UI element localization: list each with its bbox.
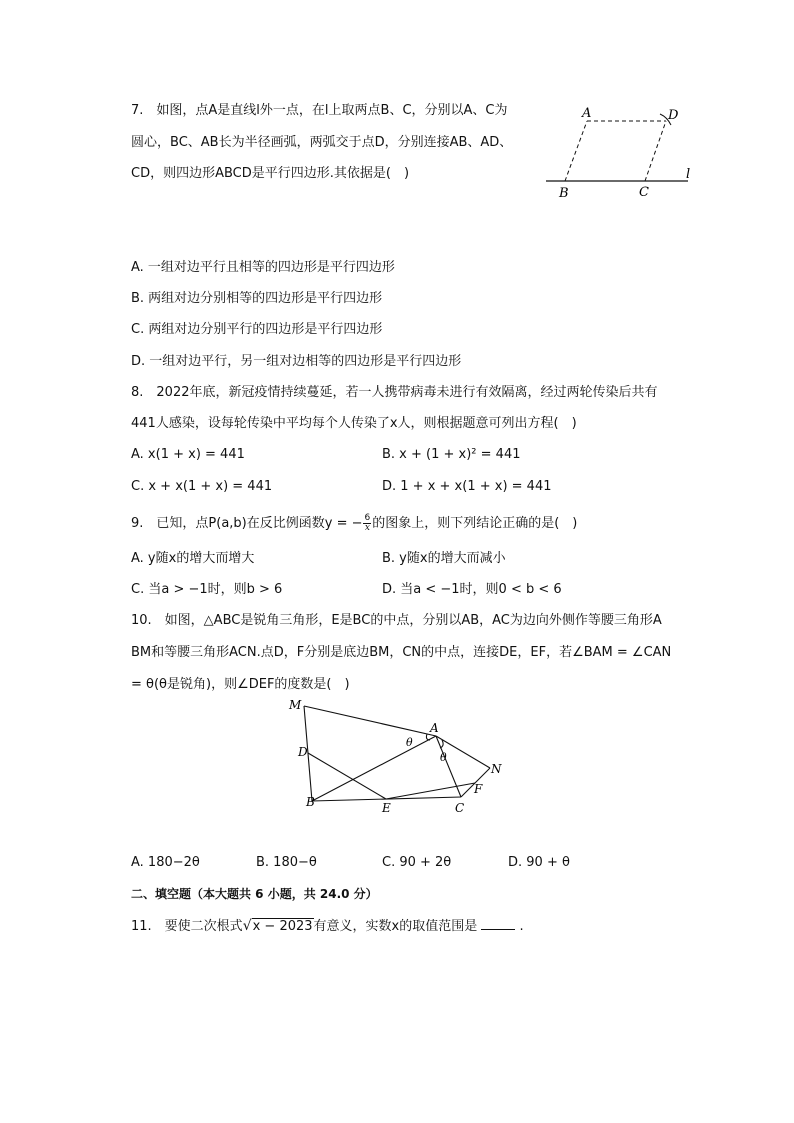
q10-option-a: A. 180−2θ — [131, 855, 200, 870]
q10-label-F: F — [474, 782, 483, 796]
q10-label-theta-right: θ — [440, 751, 447, 764]
q10-label-B: B — [306, 795, 315, 809]
q10-stem-line1: 10. 如图，△ABC是锐角三角形，E是BC的中点，分别以AB，AC为边向外侧作等腰三角形A — [131, 613, 662, 628]
q9-option-b: B. y随x的增大而减小 — [382, 551, 506, 566]
q10-label-N: N — [491, 762, 502, 776]
q7-stem-line1: 7. 如图，点A是直线l外一点，在l上取两点B、C，分别以A、C为 — [131, 103, 508, 118]
q7-option-b: B. 两组对边分别相等的四边形是平行四边形 — [131, 291, 383, 306]
q7-figure — [540, 100, 700, 205]
q9-stem-part2: 的图象上，则下列结论正确的是( ) — [372, 516, 578, 531]
q8-option-d: D. 1 + x + x(1 + x) = 441 — [382, 479, 552, 494]
q11-stem-post: 有意义，实数x的取值范围是 — [313, 919, 478, 934]
q7-label-B: B — [559, 186, 569, 201]
q10-option-c: C. 90 + 2θ — [382, 855, 452, 870]
q7-option-c: C. 两组对边分别平行的四边形是平行四边形 — [131, 322, 383, 337]
q7-stem-line2: 圆心，BC、AB长为半径画弧，两弧交于点D，分别连接AB、AD、 — [131, 135, 513, 150]
q9-fraction-denominator: x — [364, 523, 370, 533]
q11-stem-pre: 11. 要使二次根式 — [131, 919, 243, 934]
q11-radical — [243, 918, 314, 935]
q10-option-d: D. 90 + θ — [508, 855, 570, 870]
section-heading: 二、填空题（本大题共 6 小题，共 24.0 分） — [131, 887, 378, 901]
q10-stem-line3: = θ(θ是锐角)，则∠DEF的度数是( ) — [131, 677, 350, 692]
q7-label-A: A — [582, 106, 592, 121]
q10-option-b: B. 180−θ — [256, 855, 317, 870]
q7-label-l: l — [686, 167, 691, 182]
q9-fraction-numerator: 6 — [364, 513, 371, 523]
q8-stem-line1: 8. 2022年底，新冠疫情持续蔓延，若一人携带病毒未进行有效隔离，经过两轮传染后共有 — [131, 385, 658, 400]
q10-label-C: C — [455, 801, 465, 815]
q9-option-d: D. 当a < −1时，则0 < b < 6 — [382, 582, 562, 597]
q10-figure — [285, 695, 510, 820]
q10-label-D: D — [298, 745, 308, 759]
q7-label-D: D — [668, 108, 679, 123]
q9-fraction — [363, 514, 371, 533]
q10-label-M: M — [289, 698, 302, 712]
q10-stem-line2: BM和等腰三角形ACN.点D，F分别是底边BM，CN的中点，连接DE，EF，若∠BAM = ∠CAN — [131, 645, 672, 660]
q7-option-d: D. 一组对边平行，另一组对边相等的四边形是平行四边形 — [131, 354, 462, 369]
q7-stem-line3: CD，则四边形ABCD是平行四边形.其依据是( ) — [131, 166, 410, 181]
q10-label-E: E — [382, 801, 391, 815]
q10-label-A: A — [430, 721, 439, 735]
q8-option-c: C. x + x(1 + x) = 441 — [131, 479, 273, 494]
q9-option-a: A. y随x的增大而增大 — [131, 551, 255, 566]
q10-label-theta-left: θ — [406, 736, 413, 749]
radical-sign-icon: √ — [242, 918, 252, 934]
answer-blank[interactable] — [481, 919, 515, 930]
q8-stem-line2: 441人感染，设每轮传染中平均每个人传染了x人，则根据题意可列出方程( ) — [131, 416, 577, 431]
q8-option-b: B. x + (1 + x)² = 441 — [382, 447, 521, 462]
q11-stem — [131, 918, 524, 935]
q8-option-a: A. x(1 + x) = 441 — [131, 447, 245, 462]
q11-radicand: x − 2023 — [252, 919, 313, 934]
q7-option-a: A. 一组对边平行且相等的四边形是平行四边形 — [131, 260, 395, 275]
q9-stem — [131, 514, 577, 533]
q11-stem-tail: . — [519, 919, 524, 934]
q7-label-C: C — [639, 185, 649, 200]
q9-option-c: C. 当a > −1时，则b > 6 — [131, 582, 283, 597]
q9-stem-part1: 9. 已知，点P(a,b)在反比例函数y = − — [131, 516, 363, 531]
